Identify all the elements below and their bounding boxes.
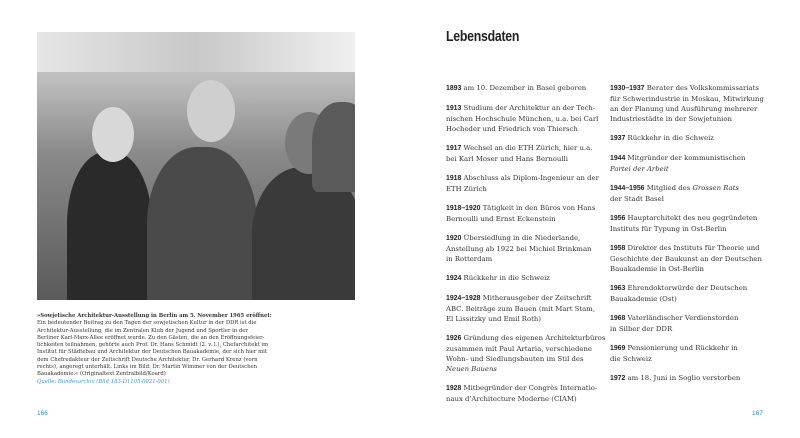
- page-number-left: 166: [37, 410, 48, 417]
- entry-year: 1924: [446, 275, 462, 282]
- timeline-entry: [610, 83, 780, 124]
- entry-text: nischen Hochschule München, u.a. bei Carl: [446, 114, 599, 123]
- caption-title: »Sowjetische Architektur-Ausstellung in Berlin am 5. November 1965 eröffnet:: [37, 313, 272, 319]
- entry-text: Rückkehr in die Schweiz: [463, 274, 550, 282]
- entry-text: die Schweiz: [610, 355, 652, 364]
- caption-line: Bauakademie.« (Originaltext Zentralbild/Koard): [37, 371, 166, 378]
- entry-text: an der Planung und Ausführung mehrerer: [610, 105, 758, 114]
- timeline-entry: [446, 233, 616, 264]
- timeline-column-right: [610, 83, 780, 393]
- entry-year: 1969: [610, 345, 626, 353]
- section-heading: Lebensdaten: [446, 28, 520, 45]
- page-number-right: 167: [752, 410, 763, 417]
- entry-year: 1930–1937: [610, 85, 645, 92]
- timeline-entry: [610, 153, 780, 174]
- entry-text: am 10. Dezember in Basel geboren: [463, 84, 587, 92]
- entry-year: 1917: [446, 144, 462, 152]
- photo-figure-center: [147, 147, 257, 300]
- entry-text: El Lissitzky und Emil Roth): [446, 315, 542, 324]
- entry-text: Hocheder und Friedrich von Thiersch: [446, 125, 578, 134]
- entry-text: Gründung des eigenen Architekturbüros: [463, 333, 606, 342]
- photo-figure-left: [67, 152, 152, 300]
- timeline-entry: [610, 283, 780, 304]
- entry-text: Rückkehr in die Schweiz: [627, 134, 714, 143]
- timeline-entry: [446, 143, 616, 164]
- timeline-entry: [610, 313, 780, 334]
- photo-ceiling: [37, 32, 355, 72]
- archive-photo: [37, 32, 355, 300]
- entry-year: 1972: [610, 375, 626, 383]
- entry-year: 1893: [446, 85, 462, 92]
- timeline-entry: [446, 333, 616, 374]
- entry-text: Pensionierung und Rückkehr in: [627, 344, 738, 353]
- entry-text: Neuen Bauens: [446, 365, 497, 374]
- entry-text: Mitherausgeber der Zeitschrift: [482, 293, 592, 302]
- entry-text: Partei der Arbeit: [610, 165, 669, 174]
- photo-head-left: [92, 107, 134, 162]
- entry-text: Übersiedlung in die Niederlande,: [463, 233, 581, 242]
- entry-text: bei Karl Moser und Hans Bernoulli: [446, 155, 568, 164]
- entry-text: Wechsel an die ETH Zürich, hier u.a.: [463, 143, 593, 152]
- entry-year: 1913: [446, 104, 462, 112]
- timeline-entry: [446, 173, 616, 194]
- caption-source: Quelle: Bundesarchiv (Bild 183-D1105-0021-001): [37, 378, 170, 385]
- entry-text: naux d'Architecture Moderne (CIAM): [446, 395, 577, 404]
- timeline-entry: [446, 203, 616, 224]
- entry-year: 1928: [446, 385, 462, 393]
- timeline-entry: [446, 83, 616, 94]
- photo-caption: [37, 313, 272, 386]
- entry-text: zusammen mit Paul Artaria, verschiedene: [446, 345, 592, 354]
- entry-text: Abschluss als Diplom-Ingenieur an der: [463, 173, 599, 182]
- caption-line: dem Chefredakteur der Zeitschrift Deutsche Architektur, Dr. Gerhard Krenz (vorn: [37, 356, 258, 363]
- caption-line: Architektur-Ausstellung, die im Zentralen Klub der Jugend und Sportler in der: [37, 327, 249, 334]
- entry-year: 1920: [446, 234, 462, 242]
- entry-text: Anstellung ab 1922 bei Michiel Brinkman: [446, 245, 592, 254]
- entry-text: Direktor des Instituts für Theorie und: [627, 244, 760, 253]
- entry-text: am 18. Juni in Soglio verstorben: [627, 374, 741, 383]
- timeline-entry: [446, 383, 616, 404]
- caption-line: Institut für Städtebau und Architektur der Deutschen Bauakademie, der sich hier mit: [37, 349, 267, 356]
- caption-line: Berliner Karl-Marx-Allee eröffnet wurde. Zu den Gästen, die an den Eröffnungsfeier-: [37, 334, 265, 341]
- entry-text: ABC. Beiträge zum Bauen (mit Mart Stam,: [446, 304, 596, 313]
- timeline-entry: [610, 243, 780, 274]
- timeline-entry: [610, 133, 780, 144]
- entry-text: der Stadt Basel: [610, 195, 664, 204]
- entry-text: Mitbegründer der Congrès Internatio-: [463, 384, 598, 393]
- timeline-column-left: [446, 83, 616, 413]
- entry-year: 1963: [610, 285, 626, 293]
- entry-text: für Schwerindustrie in Moskau, Mitwirkung: [610, 95, 764, 104]
- entry-year: 1918: [446, 174, 462, 182]
- entry-year: 1968: [610, 315, 626, 323]
- entry-text: Mitglied des: [646, 184, 691, 193]
- entry-text: Berater des Volkskommissariats: [646, 84, 759, 92]
- photo-figure-background: [312, 102, 355, 192]
- caption-line: lichkeiten teilnahmen, gehörte auch Prof. Dr. Hans Schmidt (2. v. l.), Chefarchitekt im: [37, 342, 269, 349]
- entry-text: Hauptarchitekt des neu gegründeten: [627, 214, 758, 223]
- entry-text: ETH Zürich: [446, 185, 487, 194]
- entry-year: 1956: [610, 215, 626, 223]
- timeline-entry: [610, 183, 780, 204]
- timeline-entry: [446, 273, 616, 284]
- entry-text: Tätigkeit in den Büros von Hans: [482, 203, 596, 212]
- entry-text: Wohn- und Siedlungsbauten im Stil des: [446, 355, 584, 364]
- entry-text: Ehrendoktorwürde der Deutschen: [627, 284, 748, 293]
- entry-text: Geschichte der Baukunst an der Deutschen: [610, 255, 762, 264]
- entry-text: Bauakademie in Ost-Berlin: [610, 265, 704, 274]
- timeline-entry: [446, 293, 616, 324]
- entry-year: 1924–1928: [446, 294, 481, 302]
- timeline-entry: [610, 373, 780, 384]
- entry-text: Bauakademie (Ost): [610, 295, 677, 304]
- timeline-entry: [610, 343, 780, 364]
- entry-text: Instituts für Typung in Ost-Berlin: [610, 225, 727, 234]
- entry-text: Vaterländischer Verdienstorden: [627, 314, 739, 323]
- photo-head-center: [187, 80, 235, 142]
- entry-year: 1944–1956: [610, 185, 645, 193]
- entry-year: 1918–1920: [446, 204, 481, 212]
- entry-year: 1944: [610, 155, 626, 163]
- entry-year: 1926: [446, 334, 462, 342]
- entry-text: in Rotterdam: [446, 255, 493, 264]
- entry-text: in Silber der DDR: [610, 325, 673, 334]
- entry-text: Studium der Architektur an der Tech-: [463, 103, 596, 112]
- entry-text: Industriestädte in der Sowjetunion: [610, 115, 732, 124]
- entry-text: Grossen Rats: [692, 184, 739, 193]
- timeline-entry: [446, 103, 616, 134]
- timeline-entry: [610, 213, 780, 234]
- caption-line: Ein bedeutender Beitrag zu den Tagen der sowjetischen Kultur in der DDR ist die: [37, 320, 257, 327]
- caption-line: rechts), angeregt unterhält. Links im Bild: Dr. Martin Wimmer von der Deutschen: [37, 364, 258, 371]
- entry-text: Mitgründer der kommunistischen: [627, 154, 746, 163]
- entry-text: Bernoulli und Ernst Eckenstein: [446, 215, 556, 224]
- entry-year: 1958: [610, 245, 626, 253]
- entry-year: 1937: [610, 135, 626, 143]
